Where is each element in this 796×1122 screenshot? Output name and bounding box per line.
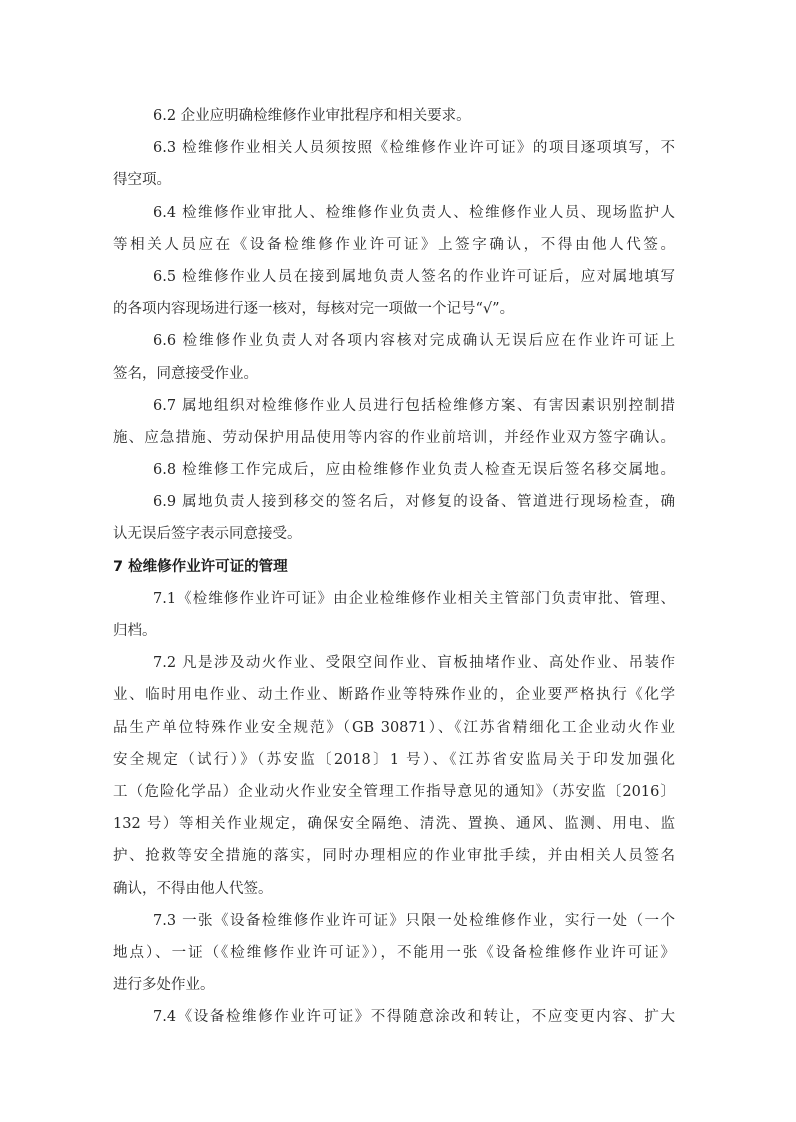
clause-7-3-line-2: 地点）、一证（《检维修作业许可证》），不能用一张《设备检维修作业许可证》 <box>113 944 675 961</box>
clause-7-3-line-3: 进行多处作业。 <box>113 977 215 994</box>
clause-6-8: 6.8 检维修工作完成后，应由检维修作业负责人检查无误后签名移交属地。 <box>153 462 675 479</box>
clause-6-6-line-1: 6.6 检维修作业负责人对各项内容核对完成确认无误后应在作业许可证上 <box>153 333 675 350</box>
clause-6-5-line-1: 6.5 检维修作业人员在接到属地负责人签名的作业许可证后，应对属地填写 <box>153 268 675 285</box>
clause-6-3-line-1: 6.3 检维修作业相关人员须按照《检维修作业许可证》的项目逐项填写，不 <box>153 140 675 157</box>
clause-6-5-line-2: 的各项内容现场进行逐一核对，每核对完一项做一个记号“√”。 <box>113 301 515 318</box>
clause-7-3-line-1: 7.3 一张《设备检维修作业许可证》只限一处检维修作业，实行一处（一个 <box>153 912 675 929</box>
clause-6-3-line-2: 得空项。 <box>113 172 171 189</box>
clause-7-2-line-5: 工（危险化学品）企业动火作业安全管理工作指导意见的通知》（苏安监〔2016〕 <box>113 783 675 800</box>
clause-6-4-line-1: 6.4 检维修作业审批人、检维修作业负责人、检维修作业人员、现场监护人 <box>153 204 675 221</box>
clause-7-2-line-4: 安全规定（试行）》（苏安监〔2018〕1 号）、《江苏省安监局关于印发加强化 <box>113 751 675 768</box>
clause-7-2-line-3: 品生产单位特殊作业安全规范》（GB 30871）、《江苏省精细化工企业动火作业 <box>113 719 675 736</box>
clause-7-2-line-2: 业、临时用电作业、动土作业、断路作业等特殊作业的，企业要严格执行《化学 <box>113 687 675 704</box>
section-7-heading: 7 检维修作业许可证的管理 <box>113 558 288 575</box>
clause-7-2-line-1: 7.2 凡是涉及动火作业、受限空间作业、盲板抽堵作业、高处作业、吊装作 <box>153 655 675 672</box>
clause-7-2-line-6: 132 号）等相关作业规定，确保安全隔绝、清洗、置换、通风、监测、用电、监 <box>113 816 675 833</box>
clause-6-6-line-2: 签名，同意接受作业。 <box>113 365 258 382</box>
clause-6-4-line-2: 等相关人员应在《设备检维修作业许可证》上签字确认，不得由他人代签。 <box>113 236 675 253</box>
document-body <box>113 100 675 1033</box>
clause-7-1-line-1: 7.1《检维修作业许可证》由企业检维修作业相关主管部门负责审批、管理、 <box>153 590 675 607</box>
clause-7-2-line-7: 护、抢救等安全措施的落实，同时办理相应的作业审批手续，并由相关人员签名 <box>113 848 675 865</box>
clause-6-9-line-2: 认无误后签字表示同意接受。 <box>113 526 302 543</box>
clause-7-2-line-8: 确认，不得由他人代签。 <box>113 880 273 897</box>
clause-6-2: 6.2 企业应明确检维修作业审批程序和相关要求。 <box>153 108 471 124</box>
clause-7-4-line-1: 7.4《设备检维修作业许可证》不得随意涂改和转让，不应变更内容、扩大 <box>153 1009 675 1026</box>
clause-6-7-line-2: 施、应急措施、劳动保护用品使用等内容的作业前培训，并经作业双方签字确认。 <box>113 429 675 446</box>
clause-6-7-line-1: 6.7 属地组织对检维修作业人员进行包括检维修方案、有害因素识别控制措 <box>153 397 675 414</box>
clause-7-1-line-2: 归档。 <box>113 623 157 639</box>
clause-6-9-line-1: 6.9 属地负责人接到移交的签名后，对修复的设备、管道进行现场检查，确 <box>153 494 675 511</box>
